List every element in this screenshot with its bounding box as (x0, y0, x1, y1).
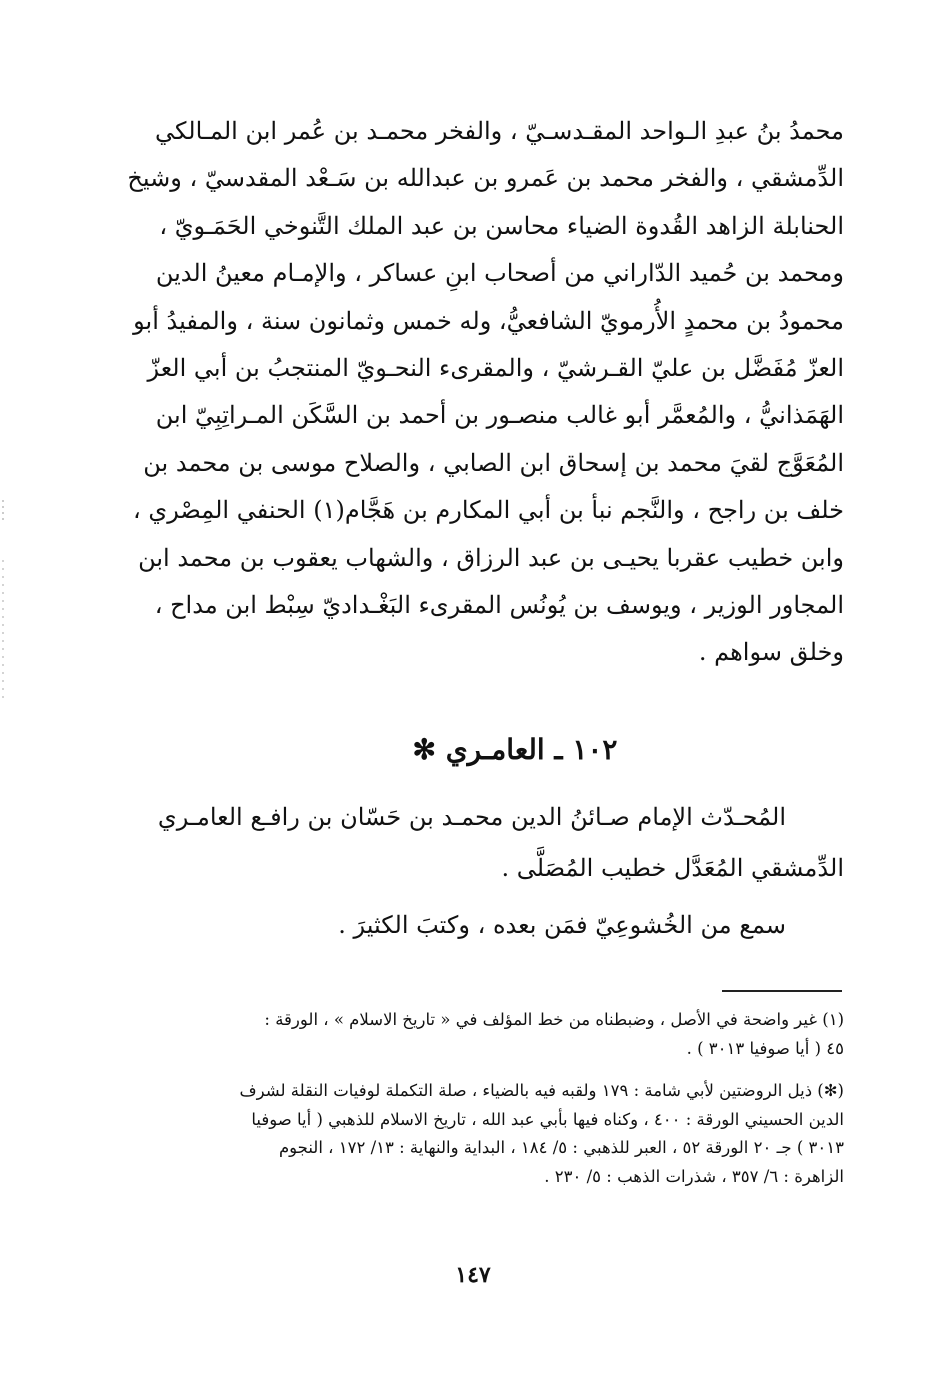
text-line: وابن خطيب عقربا يحيـى بن عبد الرزاق ، والشهاب يعقوب بن محمد ابن (138, 543, 844, 572)
text-line: وخلق سواهم . (698, 638, 844, 667)
entry-heading: ١٠٢ ـ العامـري ✻ (412, 733, 618, 766)
footnote-separator (722, 990, 842, 992)
main-text-block (127, 108, 844, 677)
page-number: ١٤٧ (455, 1262, 491, 1288)
text-line: محمدُ بنُ عبدِ الـواحد المقـدسـيّ ، والفخر محمـد بن عُمر ابن المـالكي (155, 117, 844, 145)
footnote-line: الزاهرة : ٦/ ٣٥٧ ، شذرات الذهب : ٥/ ٢٣٠ . (544, 1166, 844, 1186)
footnotes-block (186, 1006, 844, 1191)
scan-edge-marks (0, 0, 20, 1374)
entry-text-block (157, 792, 844, 951)
text-line: الدِّمشقي ، والفخر محمد بن عَمرو بن عبدالله بن سَـعْد المقدسيّ ، وشيخ (127, 164, 844, 193)
text-line: العزّ مُفَضَّل بن عليّ القـرشيّ ، والمقرىء النحـويّ المنتجبُ بن أبي العزّ (147, 354, 844, 383)
entry-paragraph: سمع من الخُشوعِيّ فمَن بعده ، وكتبَ الكثيرَ . (338, 911, 786, 939)
entry-line: المُحـدّث الإمام صـائنُ الدين محمـد بن حَسّان بن رافـع العامـري (157, 803, 786, 831)
text-line: المجاور الوزير ، ويوسف بن يُونُس المقرىء البَغْـداديّ سِبْط ابن مداح ، (154, 591, 844, 620)
entry-line: الدِّمشقي المُعَدَّل خطيب المُصَلَّى . (501, 854, 844, 882)
footnote-line: ٤٥ ( أيا صوفيا ٣٠١٣ ) . (686, 1038, 844, 1058)
footnote-line: (١) غير واضحة في الأصل ، وضبطناه من خط المؤلف في « تاريخ الاسلام » ، الورقة : (264, 1010, 844, 1029)
footnote-line: ٣٠١٣ ) جـ ٢٠ الورقة ٥٢ ، العبر للذهبي : ٥/ ١٨٤ ، البداية والنهاية : ١٣/ ١٧٢ ، النجوم (278, 1138, 844, 1157)
text-line: محمودُ بن محمدٍ الأُرمويّ الشافعيُّ، وله خمس وثمانون سنة ، والمفيدُ أبو (133, 306, 844, 335)
footnote-line: الدين الحسيني الورقة : ٤٠٠ ، وكناه فيها بأبي عبد الله ، تاريخ الاسلام للذهبي ( أيا صوفيا (251, 1109, 844, 1129)
footnote-line: (✻) ذيل الروضتين لأبي شامة : ١٧٩ ولقبه فيه بالضياء ، صلة التكملة لوفيات النقلة لشرف (239, 1081, 844, 1100)
text-line: خلف بن راجح ، والنَّجم نبأ بن أبي المكارم بن هَجَّام(١) الحنفي المِصْري ، (133, 496, 844, 525)
text-line: المُعَوَّج لقيَ محمد بن إسحاق ابن الصابي ، والصلاح موسى بن محمد بن (143, 448, 844, 477)
text-line: الهَمَذانيُّ ، والمُعمَّر أبو غالب منصـور بن أحمد بن السَّكَن المـراتِبِيّ ابن (155, 401, 844, 430)
text-line: ومحمد بن حُميد الدّاراني من أصحاب ابنِ عساكر ، والإمـام معينُ الدين (155, 259, 844, 288)
text-line: الحنابلة الزاهد القُدوة الضياء محاسن بن عبد الملك التَّنوخي الحَمَـويّ ، (159, 211, 844, 240)
